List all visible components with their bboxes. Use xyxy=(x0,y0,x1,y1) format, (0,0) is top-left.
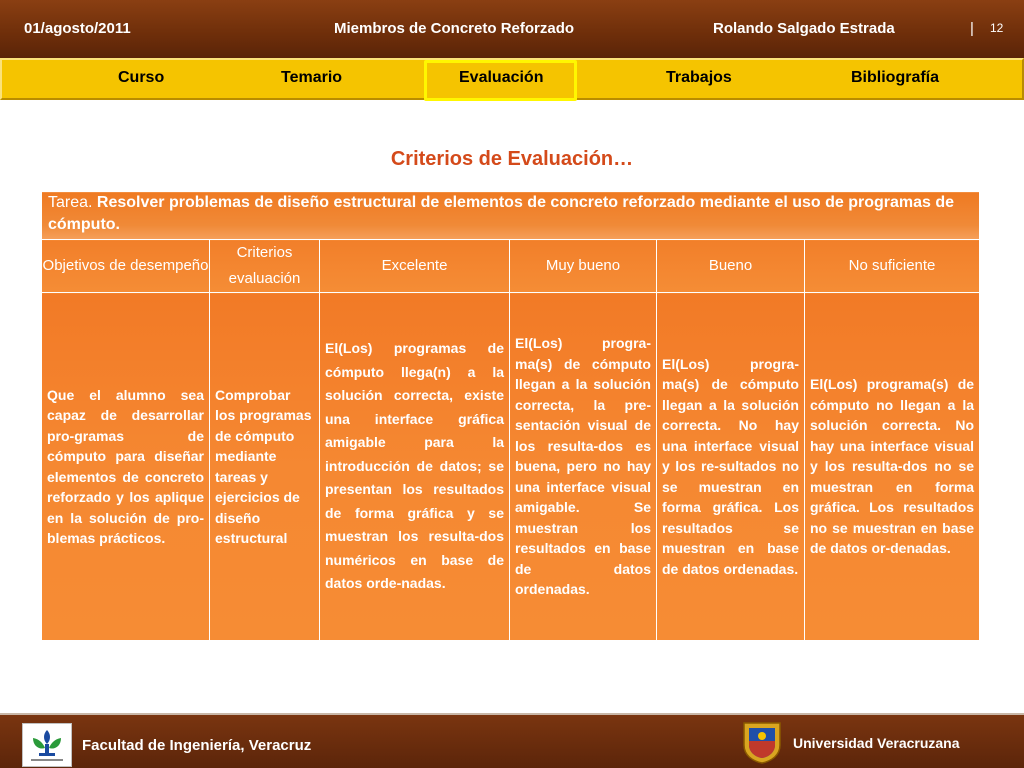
nav-item-curso[interactable]: Curso xyxy=(118,69,165,86)
task-cell xyxy=(42,192,980,240)
cell-muy-bueno: El(Los) progra-ma(s) de cómputo llegan a la solución correcta, la pre-sentación visual de los resulta-dos es buena, pero no hay una interface visual amigable. Se muestran los resultados en base de datos ordenadas. xyxy=(510,293,657,641)
nav-item-evaluacion[interactable]: Evaluación xyxy=(459,69,544,86)
header-excelente: Excelente xyxy=(320,240,510,293)
task-description: Resolver problemas de diseño estructural de elementos de concreto reforzado mediante el uso de programas de cómputo. xyxy=(48,194,955,233)
nav-bar xyxy=(0,58,1024,100)
cell-criterios: Comprobar los programas de cómputo mediante tareas y ejercicios de diseño estructural xyxy=(210,293,320,641)
header-muy-bueno: Muy bueno xyxy=(510,240,657,293)
page-number: 12 xyxy=(990,21,1004,35)
page-title: Criterios de Evaluación… xyxy=(390,148,634,170)
header-author: Rolando Salgado Estrada xyxy=(713,20,895,37)
cell-excelente: El(Los) programas de cómputo llega(n) a la solución correcta, existe una interface gráfica amigable para la introducción de datos; se presentan los resultados de forma gráfica y se muestran los resulta-dos numéricos en base de datos orde-nadas. xyxy=(320,293,510,641)
task-row xyxy=(42,192,980,240)
evaluation-rubric-table xyxy=(41,191,980,641)
header-objetivos: Objetivos de desempeño xyxy=(42,240,210,293)
header-course-title: Miembros de Concreto Reforzado xyxy=(334,20,575,37)
footer-bar xyxy=(0,713,1024,768)
university-seal-icon xyxy=(740,719,784,765)
header-bueno: Bueno xyxy=(657,240,805,293)
footer-university: Universidad Veracruzana xyxy=(793,735,960,751)
cell-objetivos: Que el alumno sea capaz de desarrollar pro-gramas de cómputo para diseñar elementos de concreto reforzado y los aplique en la solución de pro-blemas prácticos. xyxy=(42,293,210,641)
task-label: Tarea. xyxy=(48,194,93,211)
header-date: 01/agosto/2011 xyxy=(24,20,131,37)
header-criterios: Criterios evaluación xyxy=(210,240,320,293)
nav-item-bibliografia[interactable]: Bibliografía xyxy=(851,69,940,86)
nav-item-temario[interactable]: Temario xyxy=(281,69,343,86)
nav-item-trabajos[interactable]: Trabajos xyxy=(666,69,732,86)
table-row xyxy=(42,293,980,641)
cell-bueno: El(Los) progra-ma(s) de cómputo llegan a la solución correcta. No hay una interface visual y los re-sultados no se muestran en forma gráfica. Los resultados se muestran en base de datos ordenadas. xyxy=(657,293,805,641)
uv-flor-logo-icon xyxy=(22,723,72,767)
footer-faculty: Facultad de Ingeniería, Veracruz xyxy=(82,737,312,754)
header-no-suficiente: No suficiente xyxy=(805,240,980,293)
cell-no-suficiente: El(Los) programa(s) de cómputo no llegan a la solución correcta. No hay una interface visual y los resulta-dos no se muestran en forma gráfica. Los resultados no se muestran en base de datos or-denadas. xyxy=(805,293,980,641)
header-bar xyxy=(0,0,1024,58)
header-row xyxy=(42,240,980,293)
header-separator: | xyxy=(970,20,974,37)
